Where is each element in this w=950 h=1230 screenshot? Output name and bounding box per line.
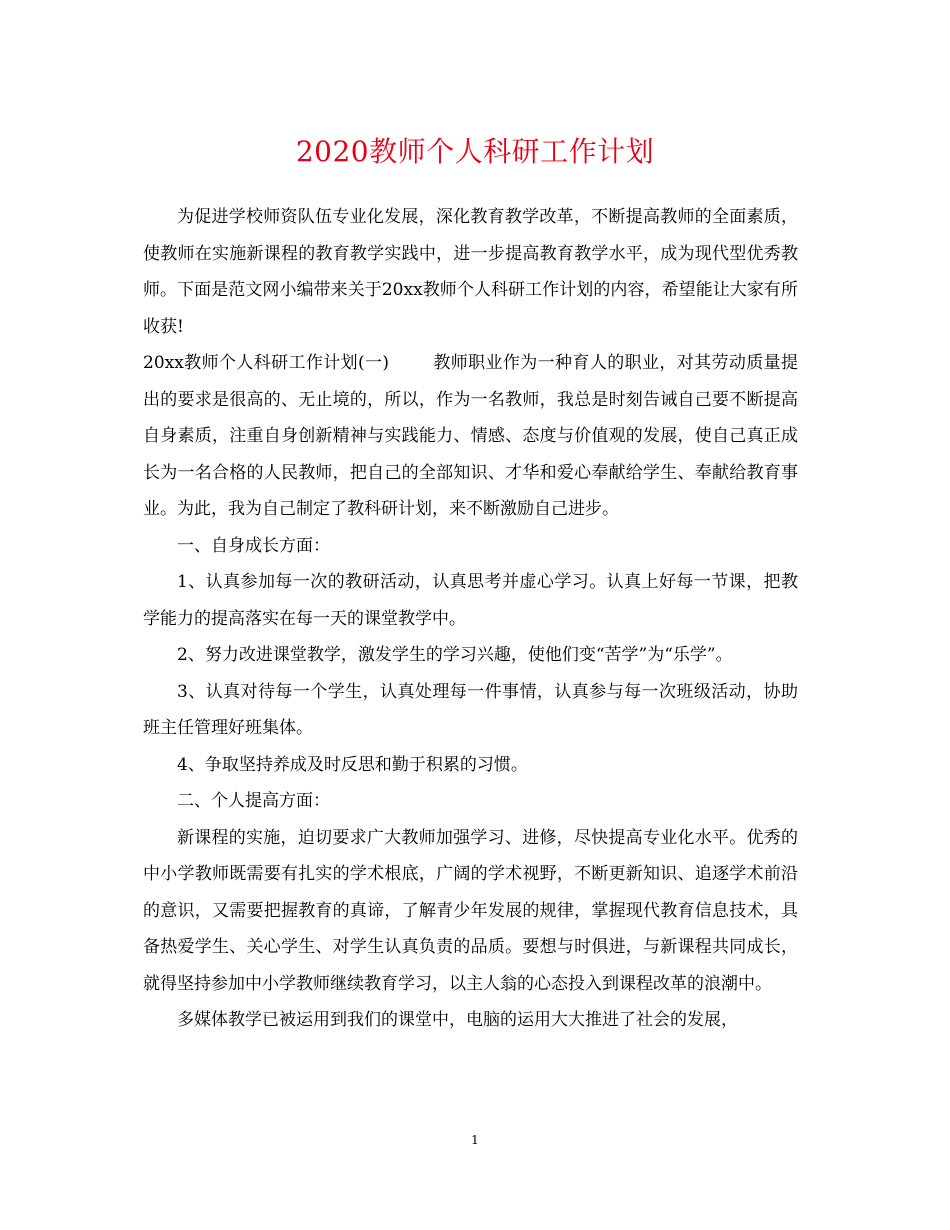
intro-paragraph: 为促进学校师资队伍专业化发展，深化教育教学改革，不断提高教师的全面素质，使教师在实施新课程的教育教学实践中，进一步提高教育教学水平，成为现代型优秀教师。下面是范文网小编带来关于20xx教师个人科研工作计划的内容，希望能让大家有所收获! [143,207,798,337]
plan-paragraph [143,345,798,528]
plan-intro-text: 教师职业作为一种育人的职业，对其劳动质量提出的要求是很高的、无止境的，所以，作为一名教师，我总是时刻告诫自己要不断提高自身素质，注重自身创新精神与实践能力、情感、态度与价值观的发展，使自己真正成长为一名合格的人民教师，把自己的全部知识、才华和爱心奉献给学生、奉献给教育事业。为此，我为自己制定了教科研计划，来不断激励自己进步。 [143,353,798,519]
document-body [143,199,798,1039]
multimedia-paragraph: 多媒体教学已被运用到我们的课堂中，电脑的运用大大推进了社会的发展， [177,1010,738,1030]
list-item-2: 2、努力改进课堂教学，激发学生的学习兴趣，使他们变“苦学”为“乐学”。 [177,645,733,665]
section-heading-personal-improvement: 二、个人提高方面： [177,791,330,811]
document-title: 2020教师个人科研工作计划 [295,135,655,168]
new-curriculum-paragraph: 新课程的实施，迫切要求广大教师加强学习、进修，尽快提高专业化水平。优秀的中小学教师既需要有扎实的学术根底，广阔的学术视野，不断更新知识、追逐学术前沿的意识，又需要把握教育的真谛，了解青少年发展的规律，掌握现代教育信息技术，具备热爱学生、关心学生、对学生认真负责的品质。要想与时俱进，与新课程共同成长，就得坚持参加中小学教师继续教育学习，以主人翁的心态投入到课程改革的浪潮中。 [143,827,798,994]
section-heading-self-growth: 一、自身成长方面： [177,535,330,556]
page-number: 1 [471,1133,479,1147]
list-item-1: 1、认真参加每一次的教研活动，认真思考并虚心学习。认真上好每一节课，把教学能力的提高落实在每一天的课堂教学中。 [143,572,798,629]
plan-heading: 20xx教师个人科研工作计划(一) [143,353,390,373]
list-item-4: 4、争取坚持养成及时反思和勤于积累的习惯。 [177,754,528,775]
list-item-3: 3、认真对待每一个学生，认真处理每一件事情，认真参与每一次班级活动，协助班主任管理好班集体。 [143,681,798,738]
